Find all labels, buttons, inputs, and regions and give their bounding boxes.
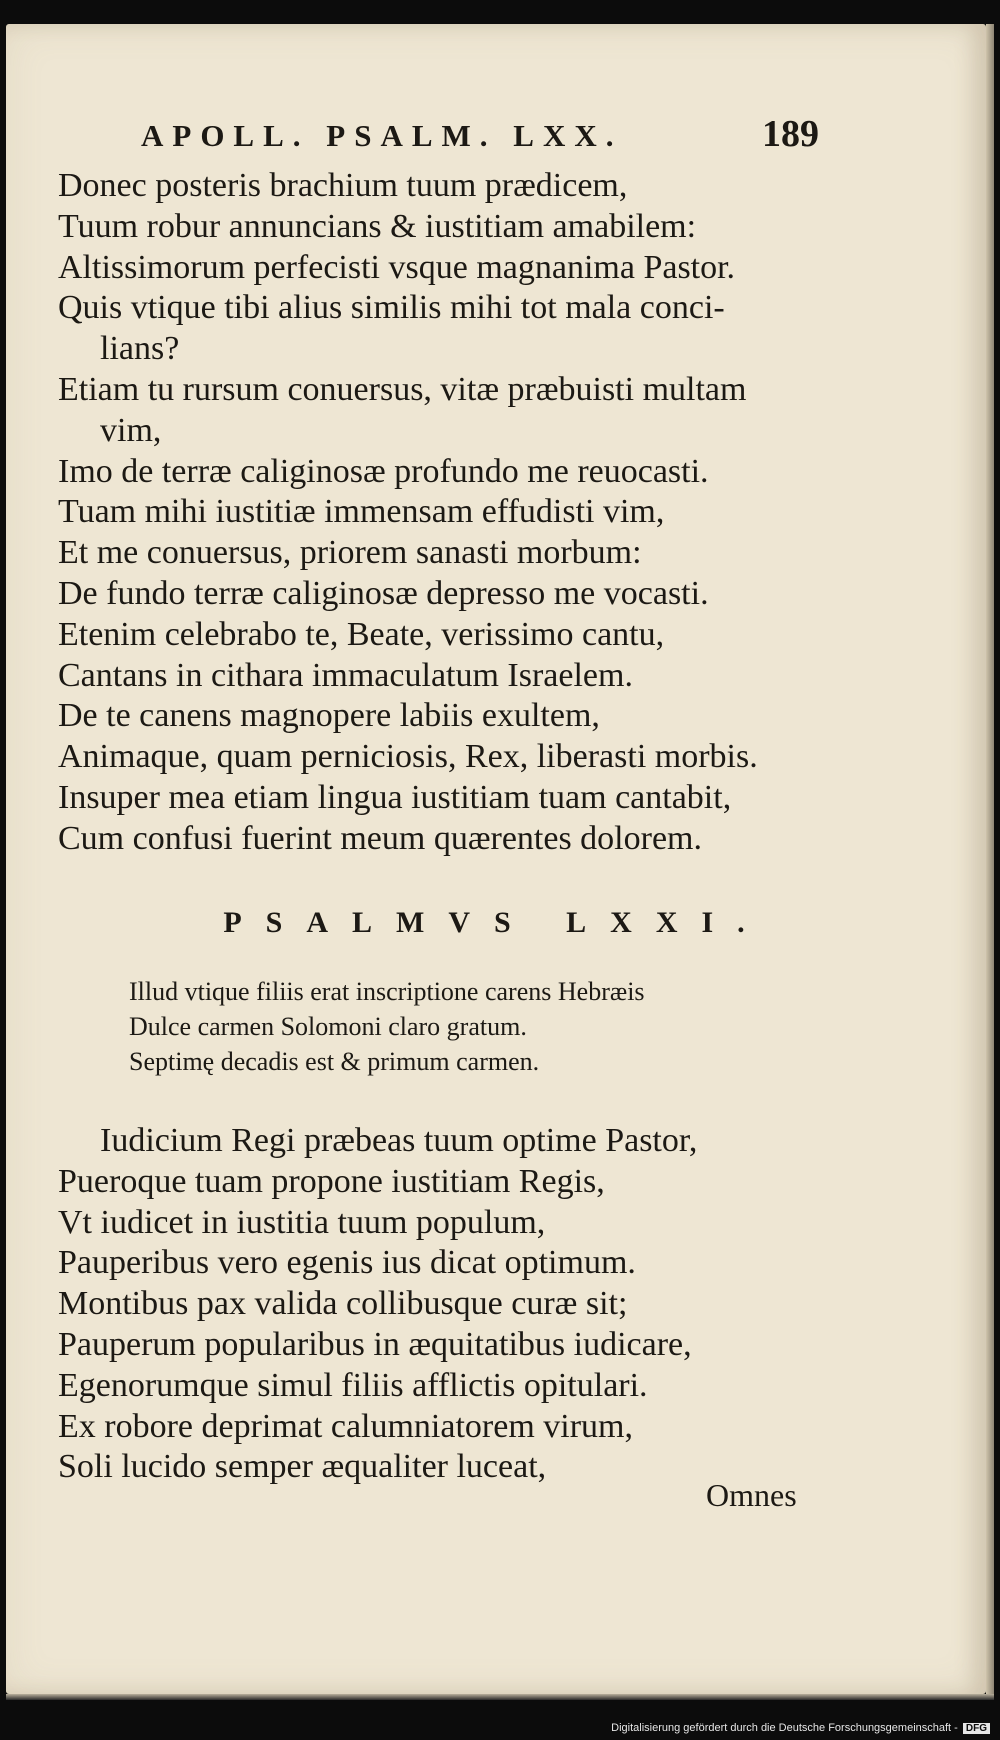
page-edge	[986, 24, 994, 1694]
verse-line: Pauperibus vero egenis ius dicat optimum.	[58, 1244, 636, 1282]
verse-line: Iudicium Regi præbeas tuum optime Pastor,	[100, 1122, 698, 1159]
verse-line: Soli lucido semper æqualiter luceat,	[58, 1448, 547, 1486]
psalm-lxxi-verses	[58, 1121, 858, 1488]
verse-line: Cum confusi fuerint meum quærentes dolorem.	[58, 819, 702, 857]
psalm-title: PSALMVS LXXI.	[223, 906, 769, 939]
verse-line-continuation: lians?	[100, 330, 180, 368]
verse-line: Donec posteris brachium tuum prædicem,	[58, 167, 628, 204]
verse-line: Montibus pax valida collibusque curæ sit;	[58, 1285, 628, 1323]
verse-line: Vt iudicet in iustitia tuum populum,	[58, 1203, 546, 1241]
page-bottom-edge	[6, 1694, 994, 1700]
verse-line-continuation: vim,	[100, 411, 162, 449]
digitization-credit	[611, 1722, 990, 1734]
verse-line: Tuam mihi iustitiæ immensam effudisti vim,	[58, 493, 665, 531]
verse-line: De te canens magnopere labiis exultem,	[58, 697, 600, 735]
verse-line: Insuper mea etiam lingua iustitiam tuam cantabit,	[58, 778, 732, 816]
verse-line: Pueroque tuam propone iustitiam Regis,	[58, 1162, 605, 1200]
book-page	[6, 24, 986, 1694]
verse-line: Ex robore deprimat calumniatorem virum,	[58, 1407, 633, 1445]
verse-line: Quis vtique tibi alius similis mihi tot mala conci-	[58, 289, 725, 327]
psalm-lxx-verses	[58, 166, 858, 860]
inscription-line: Dulce carmen Solomoni claro gratum.	[129, 1012, 527, 1041]
running-head: APOLL. PSALM. LXX.	[141, 118, 623, 153]
verse-line: Etiam tu rursum conuersus, vitæ præbuisti multam	[58, 370, 747, 408]
page-number: 189	[762, 113, 819, 155]
verse-line: Altissimorum perfecisti vsque magnanima Pastor.	[58, 248, 736, 286]
verse-line: Imo de terræ caliginosæ profundo me reuocasti.	[58, 452, 709, 490]
verse-line: Etenim celebrabo te, Beate, verissimo cantu,	[58, 615, 665, 653]
verse-line: De fundo terræ caliginosæ depresso me vocasti.	[58, 574, 709, 612]
verse-line: Et me conuersus, priorem sanasti morbum:	[58, 534, 642, 572]
dfg-logo-icon: DFG	[963, 1723, 990, 1734]
verse-line: Cantans in cithara immaculatum Israelem.	[58, 656, 633, 694]
inscription-line: Septimę decadis est & primum carmen.	[129, 1047, 540, 1076]
inscription-line: Illud vtique filiis erat inscriptione carens Hebræis	[129, 977, 645, 1006]
credit-text: Digitalisierung gefördert durch die Deutsche Forschungsgemeinschaft -	[611, 1722, 958, 1734]
psalm-inscription	[129, 974, 645, 1079]
catchword: Omnes	[706, 1477, 797, 1513]
page-header	[6, 112, 986, 162]
verse-line: Pauperum popularibus in æquitatibus iudicare,	[58, 1325, 692, 1363]
verse-line: Tuum robur annuncians & iustitiam amabilem:	[58, 207, 697, 245]
verse-line: Animaque, quam perniciosis, Rex, liberasti morbis.	[58, 738, 758, 776]
verse-line: Egenorumque simul filiis afflictis opitulari.	[58, 1366, 648, 1404]
